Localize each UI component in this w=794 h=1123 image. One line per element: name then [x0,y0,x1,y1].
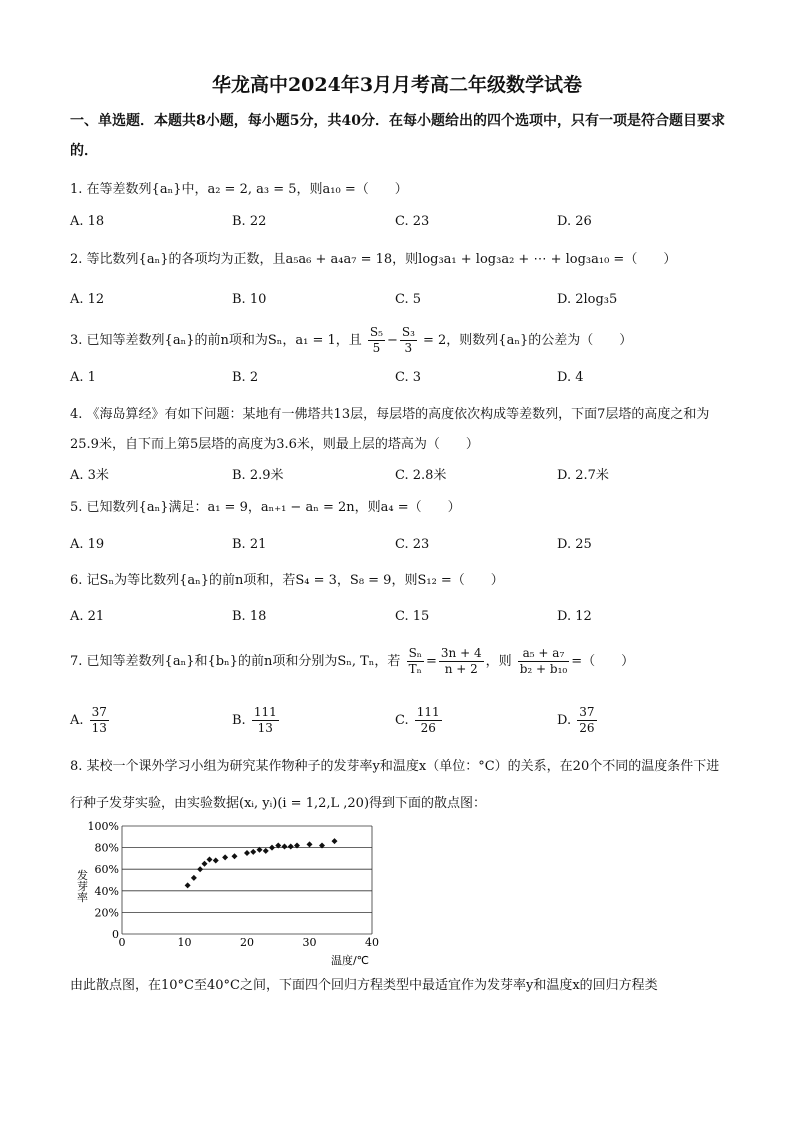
fraction-3n4-over-n2: $\frac{3n + 4}{n + 2}$ [440,646,482,676]
y-tick-label: 0 [112,928,119,941]
question-6 [70,571,730,591]
x-tick-label: 0 [118,936,126,949]
y-tick-label: 40% [94,884,119,898]
x-tick-label: 20 [240,936,254,949]
option-c[interactable]: C. 15 [395,609,430,624]
option-d[interactable]: D. 4 [557,370,584,385]
option-b[interactable]: B. 10 [232,292,267,307]
scatter-chart [70,818,390,966]
option-b[interactable]: B. $\frac{111}{13}$ [232,705,277,735]
option-a[interactable]: A. $\frac{37}{13}$ [70,705,107,735]
y-tick-label: 20% [94,906,119,920]
question-8 [70,748,730,822]
y-tick-label: 100% [87,820,119,833]
question-text: 等比数列{aₙ}的各项均为正数，且a₅a₆ + a₄a₇ = 18，则log₃a₁ + log₃a₂ + ⋯ + log₃a₁₀ =（ ） [86,252,677,267]
question-text: 《海岛算经》有如下问题：某地有一佛塔共13层，每层塔的高度依次构成等差数列，下面7层塔的高度之和为25.9米，自下而上第5层塔的高度为3.6米，则最上层的塔高为（ ） [70,407,710,452]
question-text: 记Sₙ为等比数列{aₙ}的前n项和，若S₄ = 3，S₈ = 9，则S₁₂ =（ ） [86,573,504,588]
fraction-s5-over-5: $\frac{\text{S₅}}{5}$ [369,325,383,355]
options-4 [70,464,730,486]
option-b[interactable]: B. 2.9米 [232,468,284,483]
option-a[interactable]: A. 3米 [70,468,109,483]
x-tick-label: 10 [177,936,192,949]
question-2 [70,250,730,270]
question-number: 5. [70,500,83,515]
y-axis-label: 发芽率 [75,869,89,903]
data-point [332,838,338,844]
data-point [263,848,269,854]
option-a[interactable]: A. 19 [70,537,105,552]
option-d[interactable]: D. 2.7米 [557,468,609,483]
option-c[interactable]: C. 23 [395,214,430,229]
y-tick-label: 80% [94,841,119,855]
fraction-a5a7-over-b2b10: $\frac{\text{a₅ + a₇}}{\text{b₂ + b₁₀}}$ [519,646,568,676]
section-heading: 一、单选题．本题共8小题，每小题5分，共40分．在每小题给出的四个选项中，只有一项是符合题目要求的． [70,113,725,159]
option-b[interactable]: B. 22 [232,214,267,229]
y-tick-label: 60% [94,863,119,877]
question-number: 2. [70,252,83,267]
question-text-post: =（ ） [571,654,635,669]
question-5 [70,498,730,518]
question-text-post: = 2，则数列{aₙ}的公差为（ ） [423,333,633,348]
data-point [191,875,197,881]
option-c[interactable]: C. 23 [395,537,430,552]
data-point [250,849,256,855]
question-text-mid: ，则 [485,654,512,669]
option-a[interactable]: A. 12 [70,292,105,307]
x-axis-label: 温度/℃ [330,954,370,966]
fraction-s3-over-3: $\frac{\text{S₃}}{3}$ [401,325,415,355]
options-7 [70,697,730,737]
question-text: 某校一个课外学习小组为研究某作物种子的发芽率y和温度x（单位：°C）的关系，在20个不同的温度条件下进行种子发芽实验，由实验数据(xᵢ, yᵢ)(i = 1,2,L ,20)得到下面的散点图： [70,759,720,811]
options-1 [70,214,730,236]
options-6 [70,609,730,631]
data-point [244,850,250,856]
options-3 [70,370,730,392]
question-1 [70,180,730,200]
option-b[interactable]: B. 18 [232,609,267,624]
question-text: 在等差数列{aₙ}中，a₂ = 2, a₃ = 5，则a₁₀ =（ ） [86,182,408,197]
options-5 [70,537,730,559]
option-c[interactable]: C. 2.8米 [395,468,447,483]
question-7: 7. 已知等差数列{aₙ}和{bₙ}的前n项和分别为Sₙ, Tₙ，若 $\frac{\text{Sₙ}}{\text{Tₙ}}$ = $\frac{3n + 4}{n + 2}$ ，则 $\frac{\text{a₅ + a₇}}{\text{b₂ + b₁₀}}$ =（ ） [70,646,635,676]
option-d[interactable]: D. 2log₃5 [557,292,618,307]
question-number: 8. [70,759,83,774]
x-tick-label: 30 [302,936,317,949]
option-c[interactable]: C. 3 [395,370,422,385]
option-d[interactable]: D. 26 [557,214,592,229]
data-point [222,854,228,860]
fraction-sn-over-tn: $\frac{\text{Sₙ}}{\text{Tₙ}}$ [408,646,422,676]
option-d[interactable]: D. 25 [557,537,592,552]
question-number: 3. [70,333,83,348]
question-4 [70,400,730,460]
question-text: 已知数列{aₙ}满足：a₁ = 9，aₙ₊₁ − aₙ = 2n，则a₄ =（ ） [86,500,461,515]
x-tick-label: 40 [365,936,379,949]
data-point [307,841,313,847]
option-a[interactable]: A. 18 [70,214,105,229]
question-number: 6. [70,573,83,588]
data-point [232,853,238,859]
data-point [213,858,219,864]
option-b[interactable]: B. 21 [232,537,267,552]
data-point [197,866,203,872]
data-point [282,844,288,850]
exam-title: 华龙高中2024年3月月考高二年级数学试卷 [211,74,583,96]
option-c[interactable]: C. 5 [395,292,422,307]
question-text-pre: 已知等差数列{aₙ}和{bₙ}的前n项和分别为Sₙ, Tₙ，若 [86,654,401,669]
option-a[interactable]: A. 21 [70,609,105,624]
question-number: 1. [70,182,83,197]
question-number: 4. [70,407,83,422]
data-point [202,861,208,867]
option-d[interactable]: D. 12 [557,609,592,624]
option-b[interactable]: B. 2 [232,370,259,385]
option-a[interactable]: A. 1 [70,370,96,385]
question-number: 7. [70,654,83,669]
data-point [269,845,275,851]
data-point [185,882,191,888]
question-8-continuation: 由此散点图，在10°C至40°C之间，下面四个回归方程类型中最适宜作为发芽率y和温度x的回归方程类 [70,978,658,993]
question-3: 3. 已知等差数列{aₙ}的前n项和为Sₙ，a₁ = 1，且 $\frac{\text{S₅}}{5}$ − $\frac{\text{S₃}}{3}$ = 2，则数列{aₙ}的公差为（ ） [70,325,633,355]
data-point [207,856,213,862]
option-d[interactable]: D. $\frac{37}{26}$ [557,705,595,735]
data-point [288,844,294,850]
options-2 [70,292,730,314]
option-c[interactable]: C. $\frac{111}{26}$ [395,705,440,735]
question-text-pre: 已知等差数列{aₙ}的前n项和为Sₙ，a₁ = 1，且 [86,333,362,348]
